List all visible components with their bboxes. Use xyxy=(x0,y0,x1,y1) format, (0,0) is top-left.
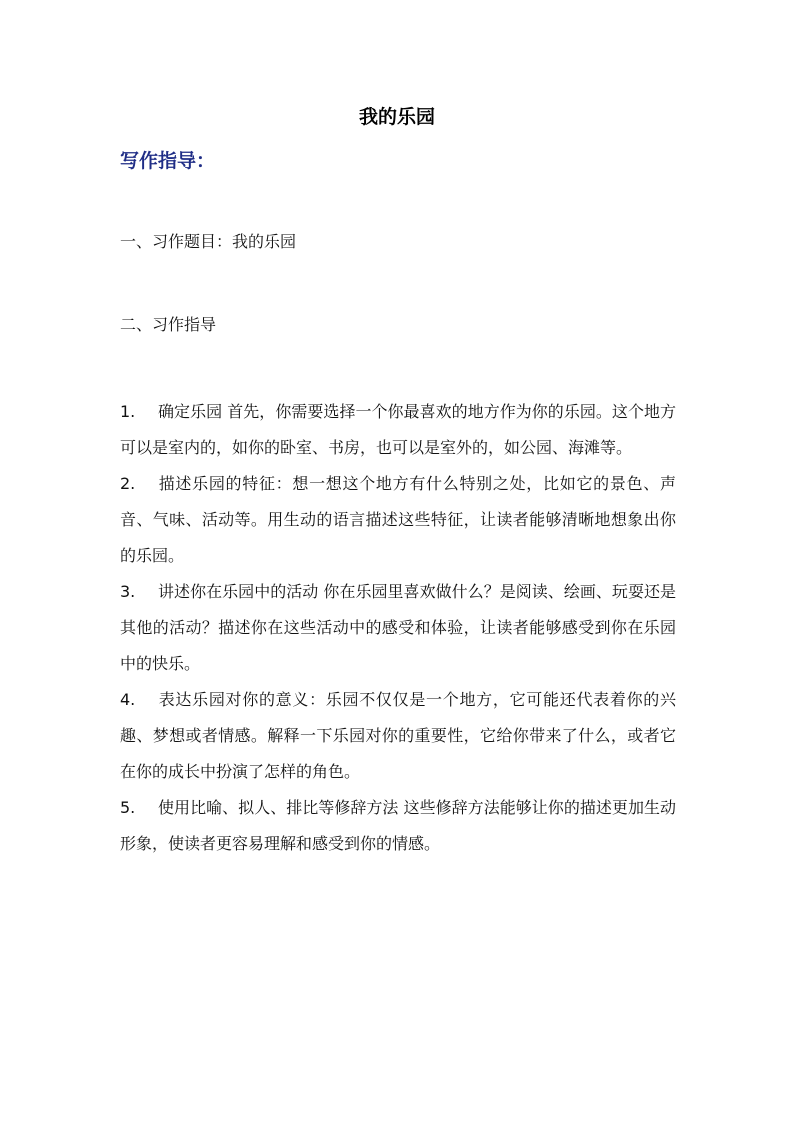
guidance-item-5 xyxy=(120,790,676,862)
guidance-item-3 xyxy=(120,574,676,682)
guidance-item-2 xyxy=(120,466,676,574)
item-number: 5. xyxy=(120,798,136,817)
item-text: 确定乐园 首先，你需要选择一个你最喜欢的地方作为你的乐园。这个地方可以是室内的，如你的卧室、书房，也可以是室外的，如公园、海滩等。 xyxy=(120,402,676,457)
guidance-item-4 xyxy=(120,682,676,790)
item-text: 使用比喻、拟人、排比等修辞方法 这些修辞方法能够让你的描述更加生动形象，使读者更容易理解和感受到你的情感。 xyxy=(120,798,676,853)
item-number: 3. xyxy=(120,582,136,601)
guide-heading: 写作指导： xyxy=(120,150,216,172)
document-title: 我的乐园 xyxy=(358,106,435,128)
item-text: 表达乐园对你的意义：乐园不仅仅是一个地方，它可能还代表着你的兴趣、梦想或者情感。解释一下乐园对你的重要性，它给你带来了什么，或者它在你的成长中扮演了怎样的角色。 xyxy=(120,690,676,781)
section-guidance: 二、习作指导 xyxy=(120,315,217,334)
guidance-list xyxy=(120,394,676,862)
item-number: 1. xyxy=(120,402,136,421)
item-number: 2. xyxy=(120,474,136,493)
guidance-item-1 xyxy=(120,394,676,466)
item-text: 描述乐园的特征：想一想这个地方有什么特别之处，比如它的景色、声音、气味、活动等。用生动的语言描述这些特征，让读者能够清晰地想象出你的乐园。 xyxy=(120,474,676,565)
item-number: 4. xyxy=(120,690,136,709)
item-text: 讲述你在乐园中的活动 你在乐园里喜欢做什么？是阅读、绘画、玩耍还是其他的活动？描述你在这些活动中的感受和体验，让读者能够感受到你在乐园中的快乐。 xyxy=(120,582,676,673)
section-topic: 一、习作题目：我的乐园 xyxy=(120,232,297,251)
